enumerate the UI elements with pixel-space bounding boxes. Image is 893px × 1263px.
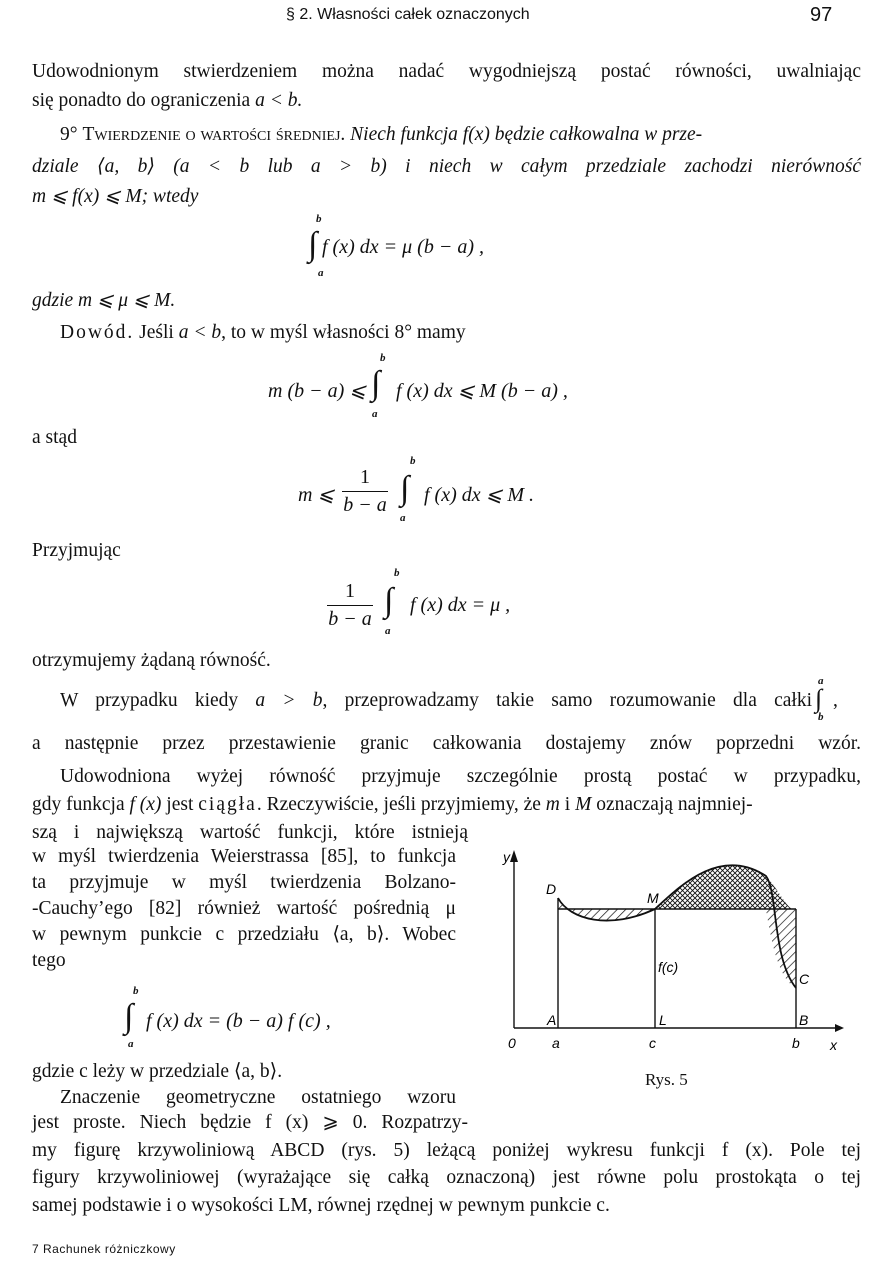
- page-number: 97: [810, 4, 833, 26]
- eq3-integral-sign: ∫: [400, 470, 410, 507]
- eq4-right: f (x) dx = μ ,: [410, 594, 511, 616]
- eq3-frac-num: 1: [360, 466, 370, 488]
- eq2-right: f (x) dx ⩽ M (b − a) ,: [396, 380, 568, 402]
- eq4-frac-den: b − a: [328, 608, 372, 630]
- eq3-right: f (x) dx ⩽ M .: [424, 484, 535, 506]
- footer-signature: 7 Rachunek różniczkowy: [32, 1242, 176, 1256]
- p1-line2: się ponadto do ograniczenia a < b.: [32, 90, 303, 111]
- cont-line7: w pewnym punkcie c przedziału ⟨a, b⟩. Wobec: [32, 924, 456, 945]
- label-B: B: [799, 1012, 809, 1028]
- otrzymujemy: otrzymujemy żądaną równość.: [32, 650, 271, 671]
- przyjmujac: Przyjmując: [32, 540, 121, 561]
- cont-line1: Udowodniona wyżej równość przyjmuje szczególnie prostą postać w przypadku,: [60, 766, 861, 787]
- eq5-body: f (x) dx = (b − a) f (c) ,: [146, 1010, 331, 1032]
- cont-line4: w myśl twierdzenia Weierstrassa [85], to funkcja: [32, 846, 456, 867]
- p1-line1: Udowodnionym stwierdzeniem można nadać wygodniejszą postać równości, uwalniając: [32, 61, 861, 82]
- gdzie-c: gdzie c leży w przedziale ⟨a, b⟩.: [32, 1061, 283, 1082]
- geom-line4: figury krzywoliniowej (wyrażające się całką oznaczoną) jest równe polu prostokąta o tej: [32, 1167, 861, 1188]
- label-y: y: [503, 849, 510, 865]
- case-line1: W przypadku kiedy a > b, przeprowadzamy takie samo rozumowanie dla całki: [60, 690, 812, 711]
- case-line2: a następnie przez przestawienie granic całkowania dostajemy znów poprzedni wzór.: [32, 733, 861, 754]
- gdzie-mu: gdzie m ⩽ μ ⩽ M.: [32, 290, 176, 311]
- theorem-line1: 9° Twierdzenie o wartości średniej. Niech funkcja f(x) będzie całkowalna w prze-: [60, 124, 703, 145]
- cont-line5: ta przyjmuje w myśl twierdzenia Bolzano-: [32, 872, 456, 893]
- eq2-left: m (b − a) ⩽: [268, 380, 367, 402]
- label-C: C: [799, 971, 810, 987]
- figure-rys5: [500, 848, 845, 1058]
- cont-line2: gdy funkcja f (x) jest ciągła. Rzeczywiście, jeśli przyjmiemy, że m i M oznaczają najmniej-: [32, 794, 753, 815]
- geom-line5: samej podstawie i o wysokości LM, równej rzędnej w pewnym punkcie c.: [32, 1195, 610, 1216]
- case-small-integral: ∫: [815, 684, 823, 713]
- a-stad: a stąd: [32, 427, 77, 448]
- eq4-lower-limit: a: [385, 625, 391, 637]
- geom-line2: jest proste. Niech będzie f (x) ⩾ 0. Rozpatrzy-: [32, 1112, 468, 1133]
- x-axis-arrow: [835, 1024, 844, 1032]
- label-D: D: [546, 881, 557, 897]
- case-small-lower: b: [818, 711, 824, 723]
- eq1-body: f (x) dx = μ (b − a) ,: [322, 236, 484, 258]
- eq5-upper-limit: b: [133, 985, 139, 997]
- cont-line6: -Cauchy’ego [82] również wartość pośrednią μ: [32, 898, 456, 919]
- eq5-integral-sign: ∫: [124, 998, 134, 1035]
- case-small-upper: a: [818, 675, 824, 687]
- eq4-integral-sign: ∫: [384, 582, 394, 619]
- eq1-upper-limit: b: [316, 213, 322, 225]
- proof-line: Dowód. Jeśli a < b, to w myśl własności 8° mamy: [60, 322, 466, 343]
- geom-line1: Znaczenie geometryczne ostatniego wzoru: [60, 1087, 456, 1108]
- eq4-upper-limit: b: [394, 567, 400, 579]
- eq3-frac-den: b − a: [343, 494, 387, 516]
- eq2-upper-limit: b: [380, 352, 386, 364]
- label-x: x: [830, 1037, 837, 1053]
- cont-line3: szą i największą wartość funkcji, które istnieją: [32, 822, 468, 843]
- y-axis-arrow: [510, 850, 518, 862]
- label-c: c: [649, 1035, 656, 1051]
- eq3-frac-bar: [342, 491, 388, 492]
- eq3-left: m ⩽: [298, 484, 335, 506]
- eq4-frac-num: 1: [345, 580, 355, 602]
- eq1-integral-sign: ∫: [308, 226, 318, 263]
- eq4-frac-bar: [327, 605, 373, 606]
- geom-line3: my figurę krzywoliniową ABCD (rys. 5) leżącą poniżej wykresu funkcji f (x). Pole tej: [32, 1140, 861, 1161]
- label-fc: f(c): [658, 959, 679, 975]
- cont-line8: tego: [32, 950, 66, 971]
- label-O: 0: [508, 1035, 516, 1051]
- running-header: § 2. Własności całek oznaczonych: [286, 6, 530, 23]
- label-b: b: [792, 1035, 800, 1051]
- eq3-upper-limit: b: [410, 455, 416, 467]
- label-a: a: [552, 1035, 560, 1051]
- label-A: A: [547, 1012, 557, 1028]
- case-comma: ,: [833, 690, 838, 711]
- label-M: M: [647, 890, 659, 906]
- figure-caption: Rys. 5: [645, 1070, 688, 1089]
- eq2-lower-limit: a: [372, 408, 378, 420]
- eq3-lower-limit: a: [400, 512, 406, 524]
- label-L: L: [659, 1012, 667, 1028]
- eq2-integral-sign: ∫: [371, 365, 381, 402]
- eq5-lower-limit: a: [128, 1038, 134, 1050]
- theorem-line3: m ⩽ f(x) ⩽ M; wtedy: [32, 186, 199, 207]
- theorem-line2: dziale ⟨a, b⟩ (a < b lub a > b) i niech w całym przedziale zachodzi nierówność: [32, 156, 861, 177]
- eq1-lower-limit: a: [318, 267, 324, 279]
